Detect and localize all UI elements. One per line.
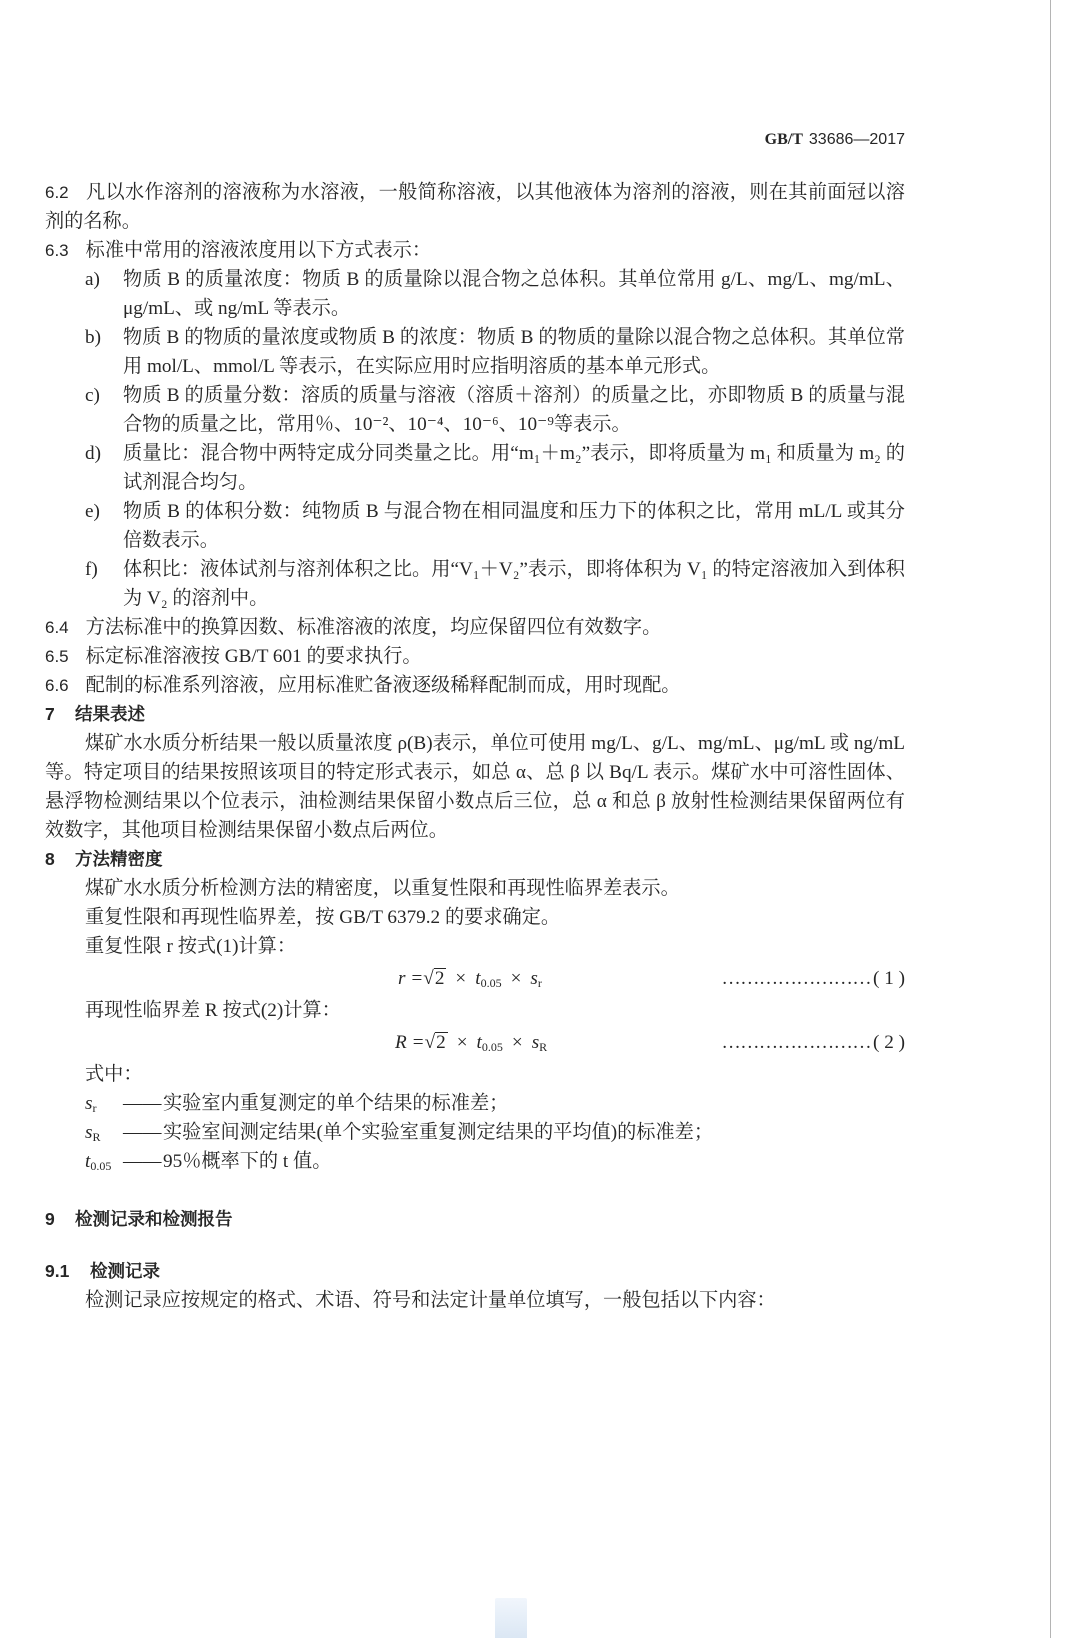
clause-6-3 <box>45 236 905 265</box>
symbol-subscript: r <box>92 1101 97 1115</box>
definition-symbol <box>85 1147 123 1176</box>
list-item-text: 物质 B 的体积分数：纯物质 B 与混合物在相同温度和压力下的体积之比，常用 mL/L 或其分倍数表示。 <box>123 501 905 551</box>
formula-lhs: r <box>398 968 406 989</box>
radical-sign: √ <box>424 1032 436 1053</box>
formula-lhs: R <box>395 1032 407 1053</box>
list-item-label: a) <box>85 269 100 290</box>
t-symbol: t <box>476 1032 482 1053</box>
section-number: 9.1 <box>45 1261 70 1281</box>
clause-number: 6.3 <box>45 241 69 260</box>
equation-number: ( 1 ) <box>873 968 905 989</box>
list-item-a <box>45 265 905 323</box>
t-symbol: t <box>475 968 481 989</box>
formula-2-expression <box>395 1025 547 1060</box>
definition-dash: —— <box>123 1151 162 1172</box>
dot-leader: …………………… <box>721 968 872 989</box>
watermark-fragment <box>495 1598 527 1638</box>
s-symbol: s <box>530 968 538 989</box>
list-item-text: 物质 B 的物质的量浓度或物质 B 的浓度：物质 B 的物质的量除以混合物之总体积。其单位常用 mol/L、mmol/L 等表示，在实际应用时应指明溶质的基本单元形式。 <box>123 327 905 377</box>
clause-number: 6.6 <box>45 676 69 695</box>
s-subscript: R <box>539 1040 548 1054</box>
clause-6-2 <box>45 178 905 236</box>
list-item-text: 质量比：混合物中两特定成分同类量之比。用“m₁＋m₂”表示，即将质量为 m₁ 和质量为 m₂ 的试剂混合均匀。 <box>123 443 905 493</box>
section-title: 检测记录 <box>90 1261 160 1281</box>
clause-number: 6.2 <box>45 183 69 202</box>
running-header <box>765 128 905 152</box>
list-item-text: 物质 B 的质量浓度：物质 B 的质量除以混合物之总体积。其单位常用 g/L、mg/L、mg/mL、μg/mL、或 ng/mL 等表示。 <box>123 269 905 319</box>
definition-s-r <box>45 1089 905 1118</box>
clause-text: 标准中常用的溶液浓度用以下方式表示： <box>85 240 432 261</box>
formula-2-number <box>722 1025 905 1060</box>
section-title: 检测记录和检测报告 <box>75 1209 233 1229</box>
list-item-text: 体积比：液体试剂与溶剂体积之比。用“V₁＋V₂”表示，即将体积为 V₁ 的特定溶液加入到体积为 V₂ 的溶剂中。 <box>123 559 905 609</box>
dot-leader: …………………… <box>721 1032 872 1053</box>
section-7-paragraph: 煤矿水水质分析结果一般以质量浓度 ρ(B)表示，单位可使用 mg/L、g/L、mg/mL、μg/mL 或 ng/mL等。特定项目的结果按照该项目的特定形式表示，如总 α、总 β 以 Bq/L 表示。煤矿水中可溶性固体、悬浮物检测结果以个位表示，油检测结果保留小数点后三位，总 α 和总 β 放射性检测结果保留两位有效数字，其他项目检测结果保留小数点后两位。 <box>45 733 905 841</box>
formula-2 <box>45 1025 905 1060</box>
equals-sign: = <box>412 1032 424 1053</box>
list-item-c <box>45 381 905 439</box>
list-item-label: b) <box>85 327 101 348</box>
clause-text: 凡以水作溶剂的溶液称为水溶液，一般简称溶液，以其他液体为溶剂的溶液，则在其前面冠以溶剂的名称。 <box>45 182 905 232</box>
clause-text: 配制的标准系列溶液，应用标准贮备液逐级稀释配制而成，用时现配。 <box>85 675 681 696</box>
t-subscript: 0.05 <box>480 976 502 990</box>
definition-text: 95％概率下的 t 值。 <box>163 1151 332 1172</box>
times-sign: × <box>510 968 522 989</box>
definition-s-R <box>45 1118 905 1147</box>
definition-symbol <box>85 1118 123 1147</box>
definition-dash: —— <box>123 1093 162 1114</box>
formula-1-number <box>722 961 905 996</box>
clause-6-5 <box>45 642 905 671</box>
section-7-heading <box>45 700 905 729</box>
list-item-f <box>45 555 905 613</box>
clause-text: 标定标准溶液按 GB/T 601 的要求执行。 <box>85 646 422 667</box>
list-item-label: f) <box>85 559 98 580</box>
list-item-text: 物质 B 的质量分数：溶质的质量与溶液（溶质＋溶剂）的质量之比，亦即物质 B 的质量与混合物的质量之比，常用％、10⁻²、10⁻⁴、10⁻⁶、10⁻⁹等表示。 <box>123 385 905 435</box>
times-sign: × <box>456 1032 468 1053</box>
list-item-label: c) <box>85 385 100 406</box>
equation-number: ( 2 ) <box>873 1032 905 1053</box>
section-8-paragraph-1: 煤矿水水质分析检测方法的精密度，以重复性限和再现性临界差表示。 <box>85 878 680 899</box>
list-item-label: e) <box>85 501 100 522</box>
t-subscript: 0.05 <box>481 1040 503 1054</box>
clause-number: 6.4 <box>45 618 69 637</box>
page-border-line <box>1050 0 1051 1638</box>
where-label: 式中： <box>85 1064 143 1085</box>
formula-1-intro: 重复性限 r 按式(1)计算： <box>85 936 297 957</box>
radicand: 2 <box>436 1032 446 1053</box>
definition-text: 实验室间测定结果(单个实验室重复测定结果的平均值)的标准差； <box>163 1122 714 1143</box>
list-item-d <box>45 439 905 497</box>
standard-code-number: 33686—2017 <box>808 131 905 148</box>
list-item-b <box>45 323 905 381</box>
formula-2-intro: 再现性临界差 R 按式(2)计算： <box>85 1000 341 1021</box>
document-body <box>45 178 905 1315</box>
clause-9-1-heading <box>45 1257 905 1286</box>
symbol-subscript: R <box>92 1130 101 1144</box>
list-item-e <box>45 497 905 555</box>
section-title: 结果表述 <box>75 704 145 724</box>
times-sign: × <box>511 1032 523 1053</box>
section-9-heading <box>45 1205 905 1234</box>
clause-number: 6.5 <box>45 647 69 666</box>
definition-symbol <box>85 1089 123 1118</box>
times-sign: × <box>455 968 467 989</box>
list-item-label: d) <box>85 443 101 464</box>
symbol-letter: s <box>85 1093 93 1114</box>
definition-text: 实验室内重复测定的单个结果的标准差； <box>163 1093 509 1114</box>
symbol-letter: t <box>85 1151 91 1172</box>
radicand: 2 <box>434 968 445 989</box>
symbol-subscript: 0.05 <box>90 1159 112 1173</box>
standard-code-prefix: GB/T <box>764 131 803 148</box>
symbol-letter: s <box>85 1122 93 1143</box>
section-number: 9 <box>45 1209 55 1229</box>
radical-sign: √ <box>423 968 434 989</box>
formula-1 <box>45 961 905 996</box>
s-symbol: s <box>531 1032 540 1053</box>
clause-9-1-paragraph: 检测记录应按规定的格式、术语、符号和法定计量单位填写，一般包括以下内容： <box>85 1290 776 1311</box>
section-number: 7 <box>45 704 55 724</box>
clause-text: 方法标准中的换算因数、标准溶液的浓度，均应保留四位有效数字。 <box>85 617 662 638</box>
section-8-heading <box>45 845 905 874</box>
clause-6-6 <box>45 671 905 700</box>
section-number: 8 <box>45 849 55 869</box>
s-subscript: r <box>537 976 542 990</box>
clause-6-4 <box>45 613 905 642</box>
definition-t <box>45 1147 905 1176</box>
section-8-paragraph-2: 重复性限和再现性临界差，按 GB/T 6379.2 的要求确定。 <box>85 907 561 928</box>
section-title: 方法精密度 <box>75 849 163 869</box>
formula-1-expression <box>398 961 542 996</box>
equals-sign: = <box>411 968 423 989</box>
definition-dash: —— <box>123 1122 162 1143</box>
